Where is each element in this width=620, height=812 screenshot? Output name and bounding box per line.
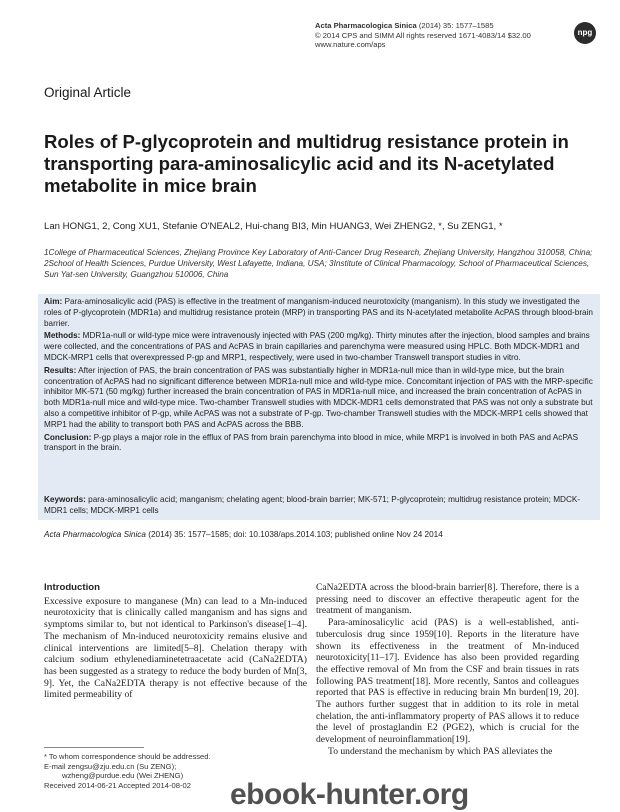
keywords: Keywords: para-aminosalicylic acid; manganism; chelating agent; blood-brain barrier; MK-571; P-glycoprotein; multidrug resistance protein; MDCK-MDR1 cells; MDCK-MRP1 cells: [44, 495, 581, 515]
authors: Lan HONG1, 2, Cong XU1, Stefanie O'NEAL2, Hui-chang BI3, Min HUANG3, Wei ZHENG2, *, Su ZENG1, *: [44, 221, 503, 232]
journal-url[interactable]: www.nature.com/aps: [315, 40, 386, 50]
footnote-divider: [44, 747, 144, 748]
column-right: [316, 582, 579, 758]
intro-paragraph-2: Para-aminosalicylic acid (PAS) is a well-established, anti-tuberculosis drug since 1959[10]. Reports in the literature have shown its effectiveness in the treatment of Mn-induced neurotoxicity[11–17]. Evidence has also been provided regarding the effective removal of Mn from the CSF and brain tissues in rats following PAS treatment[18]. More recently, Santos and colleagues reported that PAS is effective in reducing brain Mn burden[19, 20]. The authors further suggest that in addition to its role in metal chelation, the anti-inflammatory property of PAS allows it to reduce the level of prostaglandin E2 (PGE2), which is crucial for the development of neuroinflammation[19].: [316, 617, 579, 746]
intro-heading: Introduction: [44, 582, 100, 593]
journal-volume: (2014) 35: 1577–1585: [418, 21, 494, 30]
abstract: [44, 297, 599, 456]
footnote-correspondence: * To whom correspondence should be addressed.: [44, 752, 211, 761]
article-title: Roles of P-glycoprotein and multidrug resistance protein in transporting para-aminosalicylic acid and its N-acetylated metabolite in mice brain: [44, 131, 569, 196]
abstract-results: Results: After injection of PAS, the brain concentration of PAS was substantially higher in MDR1a-null mice than in wild-type mice, but the brain concentration of AcPAS had no significant difference between MDR1a-null mice and wild-type mice. Concomitant injection of PAS with the MRP-specific inhibitor MK-571 (50 mg/kg) further increased the brain concentration of PAS in MDR1a-null mice, and increased the brain concentration of AcPAS in both MDR1a-null mice and wild-type mice. Two-chamber Transwell studies with MDCK-MDR1 cells demonstrated that PAS was not only a substrate but also a competitive inhibitor of P-gp, while AcPAS was not a substrate of P-gp. Two-chamber Transwell studies with the MDCK-MRP1 cells showed that MRP1 had the ability to transport both PAS and AcPAS across the BBB.: [44, 365, 593, 429]
journal-info: [315, 21, 565, 50]
abstract-conclusion: Conclusion: P-gp plays a major role in the efflux of PAS from brain parenchyma into blood in mice, while MRP1 is involved in both PAS and AcPAS transport in the brain.: [44, 432, 579, 453]
affiliations: 1College of Pharmaceutical Sciences, Zhejiang Province Key Laboratory of Anti-Cancer Drug Research, Zhejiang University, Hangzhou 310058, China; 2School of Health Sciences, Purdue University, West Lafayette, Indiana, USA; 3Institute of Clinical Pharmacology, School of Pharmaceutical Sciences, Sun Yat-sen University, Guangzhou 510006, China: [44, 248, 593, 280]
footnote-dates: Received 2014-06-21 Accepted 2014-08-02: [44, 780, 191, 790]
footnote-email-1[interactable]: E-mail zengsu@zju.edu.cn (Su ZENG);: [44, 761, 177, 771]
abstract-methods: Methods: MDR1a-null or wild-type mice were intravenously injected with PAS (200 mg/kg). Thirty minutes after the injection, blood samples and brains were collected, and the concentrations of PAS and AcPAS in brain capillaries and parenchyma were measured using HPLC. Both MDCK-MDR1 and MDCK-MRP1 cells that overexpressed P-gp and MRP1, respectively, were used in two-chamber Transwell transport studies in vitro.: [44, 331, 590, 362]
footnote-email-2[interactable]: wzheng@purdue.edu (Wei ZHENG): [62, 771, 184, 781]
npg-logo: npg: [574, 22, 596, 44]
copyright: © 2014 CPS and SIMM All rights reserved 1671-4083/14 $32.00: [315, 30, 531, 40]
section-label: Original Article: [44, 85, 132, 100]
citation: Acta Pharmacologica Sinica (2014) 35: 1577–1585; doi: 10.1038/aps.2014.103; published online Nov 24 2014: [44, 530, 443, 539]
watermark: ebook-hunter.org: [230, 778, 469, 811]
intro-paragraph-1-cont: CaNa2EDTA across the blood-brain barrier[8]. Therefore, there is a pressing need to discover an effective therapeutic agent for the treatment of manganism.: [316, 582, 579, 617]
abstract-aim: Aim: Para-aminosalicylic acid (PAS) is effective in the treatment of manganism-induced neurotoxicity (manganism). In this study we investigated the roles of P-glycoprotein (MDR1a) and multidrug resistance protein (MRP) in transporting PAS and its N-acetylated metabolite AcPAS through blood-brain barrier.: [44, 297, 593, 328]
intro-paragraph-1: Excessive exposure to manganese (Mn) can lead to a Mn-induced neurotoxicity that is clinically called manganism and has signs and symptoms similar to, but not identical to Parkinson's disease[1–4]. The mechanism of Mn-induced neurotoxicity remains elusive and clinical interventions are limited[5–8]. Chelation therapy with calcium sodium ethylenediaminetetraacetate acid (CaNa2EDTA) has been suggested as a strategy to reduce the body burden of Mn[3, 9]. Yet, the CaNa2EDTA therapy is not effective because of the limited permeability of: [44, 595, 307, 701]
journal-name: Acta Pharmacologica Sinica: [315, 21, 417, 30]
intro-paragraph-3: To understand the mechanism by which PAS alleviates the: [328, 745, 553, 757]
column-left: [44, 582, 307, 701]
